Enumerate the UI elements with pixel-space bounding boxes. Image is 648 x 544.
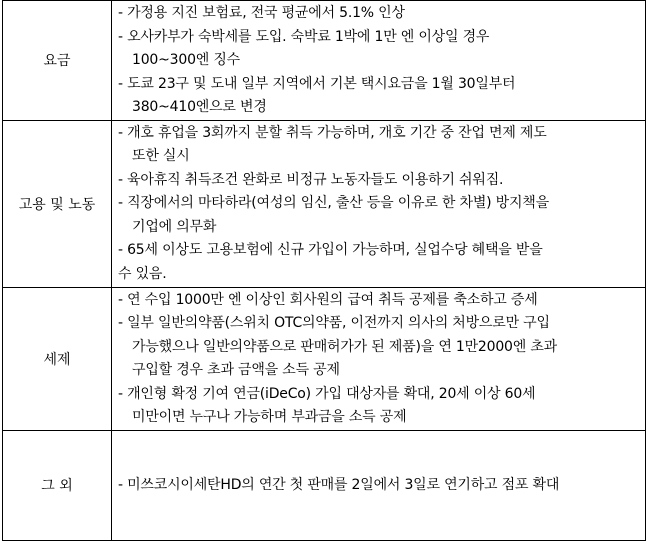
list-item: - 연 수입 1000만 엔 이상인 회사원의 급여 취득 공제를 축소하고 증세 — [118, 291, 538, 308]
category-cell: 고용 및 노동 — [3, 120, 112, 287]
category-cell: 요금 — [3, 1, 112, 121]
table-row — [3, 430, 646, 540]
category-cell: 세제 — [3, 287, 112, 430]
list-item-continuation: 구입할 경우 초과 금액을 소득 공제 — [132, 362, 340, 378]
list-item-continuation: 또한 실시 — [132, 148, 190, 165]
content-cell — [112, 287, 646, 430]
list-item: - 미쓰코시이세탄HD의 연간 첫 판매를 2일에서 3일로 연기하고 점포 확대 — [118, 476, 560, 493]
list-item: - 도쿄 23구 및 도내 일부 지역에서 기본 택시요금을 1월 30일부터 — [118, 75, 516, 92]
list-item: - 일부 일반의약품(스위치 OTC의약품, 이전까지 의사의 처방으로만 구입 — [118, 315, 550, 331]
list-item: - 65세 이상도 고용보험에 신규 가입이 가능하며, 실업수당 혜택을 받을 — [118, 242, 543, 259]
list-item: - 가정용 지진 보험료, 전국 평균에서 5.1% 인상 — [118, 5, 405, 21]
content-cell — [112, 1, 646, 121]
list-item-continuation: 100~300엔 징수 — [132, 52, 240, 68]
category-cell: 그 외 — [3, 430, 112, 540]
table-row — [3, 1, 646, 121]
content-cell — [112, 430, 646, 540]
list-item-continuation: 380~410엔으로 변경 — [132, 99, 267, 115]
list-item-continuation: 기업에 의무화 — [132, 218, 217, 235]
list-item: - 개인형 확정 기여 연금(iDeCo) 가입 대상자를 확대, 20세 이상 60세 — [118, 385, 536, 402]
table-row — [3, 287, 646, 430]
list-item: - 개호 휴업을 3회까지 분할 취득 가능하며, 개호 기간 중 잔업 면제 제도 — [118, 124, 547, 141]
list-item-continuation: 가능했으나 일반의약품으로 판매허가가 된 제품)을 연 1만2000엔 초과 — [132, 338, 557, 355]
table-row — [3, 120, 646, 287]
list-item: - 오사카부가 숙박세를 도입. 숙박료 1박에 1만 엔 이상일 경우 — [118, 28, 490, 45]
list-item: - 육아휴직 취득조건 완화로 비정규 노동자들도 이용하기 쉬워짐. — [118, 171, 504, 188]
content-cell — [112, 120, 646, 287]
policy-changes-table — [2, 0, 646, 541]
list-item: - 직장에서의 마타하라(여성의 임신, 출산 등을 이유로 한 차별) 방지책을 — [118, 195, 549, 212]
list-item-continuation: 수 있음. — [118, 265, 167, 282]
list-item-continuation: 미만이면 누구나 가능하며 부과금을 소득 공제 — [132, 409, 407, 425]
